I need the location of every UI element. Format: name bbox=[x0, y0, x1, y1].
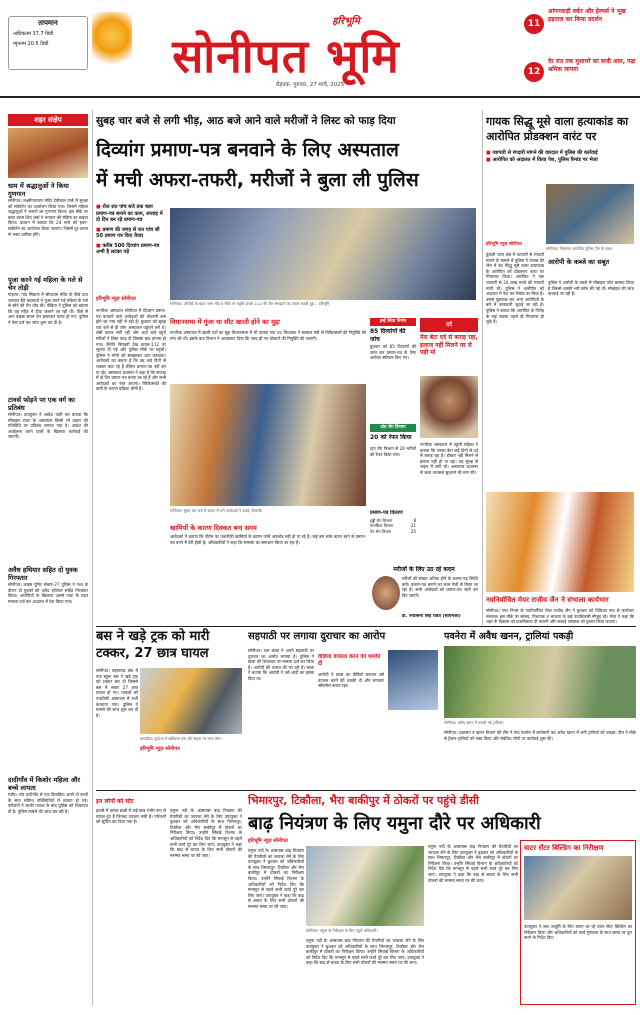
video-body: आरोपी ने छात्रा का वीडियो बनाकर उसे वायरल करने की धमकी दी और लगातार ब्लैकमेल करता रहा। bbox=[318, 672, 384, 689]
mayor-body: सोनीपत। नगर निगम के नवनिर्वाचित मेयर राजीव जैन ने बुधवार को विधिवत रूप से कार्यभार संभाला। इस मौके पर सांसद, विधायक व भाजपा के कई पदाधिकारी मौजूद रहे। मेयर ने कहा कि शहर के विकास को प्राथमिकता दी जाएगी और सफाई व्यवस्था को दुरुस्त किया जाएगा। bbox=[486, 608, 634, 625]
video-headline: वीडियो वायरल करने की धमकी दी bbox=[318, 654, 381, 667]
brief-headline: अवैध हथियार सहित दो युवक गिरफ्तार bbox=[8, 566, 78, 582]
byline: हरिभूमि न्यूज़ सोनीपत bbox=[486, 242, 522, 247]
photo-caption: सोनीपत। गिरफ्तार आरोपित पुलिस टीम के साथ। bbox=[546, 246, 613, 251]
stat-label: इन्हें लिया निर्णय bbox=[370, 318, 416, 326]
subhead-body: नागरिक अस्पताल में खाली पदों का मुद्दा विधानसभा में भी उठाया गया था। विधायक ने स्वास्थ्य मंत्री से चिकित्सकों की नियुक्ति की मांग की थी। इसके बाद विभाग ने आश्वासन दिया कि जल्द ही नए डॉक्टरों की नियुक्ति की जाएगी। bbox=[170, 330, 366, 341]
truck-body: सोनीपत। बहालगढ़ क्षेत्र में एक स्कूल बस ने खड़े ट्रक को टक्कर मार दी जिससे बस में सवार 27 छात्र घायल हो गए। घायलों को नजदीकी अस्पताल में भर्ती करवाया गया। पुलिस ने मामले की जांच शुरू कर दी है। bbox=[96, 668, 138, 718]
student-photo bbox=[388, 650, 438, 710]
brief-photo bbox=[8, 128, 88, 178]
mayor-photo bbox=[486, 492, 634, 592]
brief-headline: पूजा करने गई महिला के गले से चेन तोड़ी bbox=[8, 276, 83, 292]
bullet-item: ■ करीब 500 दिव्यांग प्रमाण-पत्र अभी है लटका पड़े bbox=[96, 243, 166, 256]
brief-headline: धाम में श्रद्धालुओं ने किया गुणगान bbox=[8, 182, 69, 198]
right-bullets bbox=[486, 150, 634, 164]
main-headline: दिव्यांग प्रमाण-पत्र बनवाने के लिए अस्पताल bbox=[96, 139, 399, 161]
stat-label: दांत रोग विभाग bbox=[370, 424, 416, 432]
divider bbox=[0, 96, 640, 98]
divider bbox=[96, 790, 636, 791]
mother-photo bbox=[420, 376, 478, 438]
mining-photo bbox=[444, 646, 636, 718]
right-headline: गायक सिद्धू मूसे वाला हत्याकांड का आरोपित प्रोडक्शन वारंट पर bbox=[486, 115, 629, 143]
byline: हरिभूमि न्यूज़ सोनीपत bbox=[96, 296, 136, 302]
brief-body: सोनीपत। क्राइम यूनिट सेक्टर-27 पुलिस ने गश्त के दौरान दो युवकों को अवैध हथियार सहित गिरफ्तार किया। आरोपियों के खिलाफ आर्म्स एक्ट के तहत मामला दर्ज कर अदालत में पेश किया गया। bbox=[8, 582, 88, 604]
row4-body: यमुना नदी के आसपास बाढ़ नियंत्रण की तैयारियों का जायजा लेने के लिए उपायुक्त ने बुधवार को अधिकारियों के साथ भिमारपुर, टिकौला और भैरा बाकीपुर में ठोकरों का निरीक्षण किया। उन्होंने सिंचाई विभाग के अधिकारियों को निर्देश दिए कि मानसून से पहले सभी कार्य पूरे कर लिए जाएं। उपायुक्त ने कहा कि बाढ़ से बचाव के लिए सभी ठोकरों की मरम्मत समय पर की जाए। bbox=[170, 808, 242, 858]
stat-value: 20 को रेफर किया bbox=[370, 434, 412, 441]
subhead-body: आवेदकों ने बताया कि पोर्टल पर तकनीकी खामियों के कारण फॉर्म अपलोड नहीं हो पा रहे हैं। कई बार सर्वर डाउन रहने से प्रमाण-पत्र बनने में देरी होती है। अधिकारियों ने कहा कि समस्या का समाधान किया जा रहा है। bbox=[170, 534, 366, 545]
water-center-body: उपायुक्त ने जल आपूर्ति के लिए बनाए जा रहे वाटर सेंटर बिल्डिंग का निरीक्षण किया और अधिकारियों को कार्य गुणवत्ता के साथ समय पर पूरा करने के निर्देश दिए। bbox=[524, 924, 632, 941]
photo-caption: सोनीपत। सुबह चार बजे से लाइन में लगे आवेदकों ने उठाई परेशानी। bbox=[170, 508, 263, 513]
subhead: खामियों के कारण दिक्कत बना समय bbox=[170, 524, 257, 532]
teaser-text[interactable]: आंगनवाड़ी वर्कर और हेल्पर्स ने भूख हड़ताल कर किया प्रदर्शन bbox=[548, 8, 626, 23]
water-center-photo bbox=[524, 856, 632, 920]
pain-label: दर्द bbox=[420, 318, 478, 332]
page-title: सोनीपत भूमि bbox=[172, 28, 400, 83]
pawan-headline: पवनेरा में अवैध खनन, ट्रालियां पकड़ी bbox=[444, 631, 574, 642]
main-bullets bbox=[96, 204, 166, 256]
queue-photo bbox=[170, 384, 366, 506]
photo-caption: सोनीपत। अवैध खनन में पकड़ी गई ट्रालियां। bbox=[444, 720, 504, 725]
brief-headline: टावर्स फोड़ने पर एक वर्ग का प्रतिबंध bbox=[8, 396, 75, 412]
teaser-text[interactable]: देर रात तक मुशायरे का सजी आम, पढ़ा श्रमिक लापता bbox=[548, 58, 636, 73]
mayor-headline: नवनिर्वाचित मेयर राजीव जैन ने संभाला कार्यभार bbox=[486, 596, 609, 604]
avatar bbox=[372, 576, 400, 610]
table-title: प्रमाण-पत्र वितरण bbox=[370, 510, 403, 516]
pain-body: नागरिक अस्पताल में पहुंची महिला ने बताया कि उनका बेटा कई दिनों से दर्द से कराह रहा है। डॉक्टर नहीं मिलने से इलाज नहीं हो पा रहा। वह सुबह से लाइन में लगी थी। अस्पताल प्रशासन से जल्द व्यवस्था सुधारने की मांग की। bbox=[420, 442, 478, 475]
row4-body: यमुना नदी के आसपास बाढ़ नियंत्रण की तैयारियों का जायजा लेने के लिए उपायुक्त ने बुधवार को अधिकारियों के साथ भिमारपुर, टिकौला और भैरा बाकीपुर में ठोकरों का निरीक्षण किया। उन्होंने सिंचाई विभाग के अधिकारियों को निर्देश दिए कि मानसून से पहले सभी कार्य पूरे कर लिए जाएं। उपायुक्त ने कहा कि बाढ़ से बचाव के लिए सभी ठोकरों की मरम्मत समय पर की जाए। bbox=[248, 848, 304, 909]
row4-body: यमुना नदी के आसपास बाढ़ नियंत्रण की तैयारियों का जायजा लेने के लिए उपायुक्त ने बुधवार को अधिकारियों के साथ भिमारपुर, टिकौला और भैरा बाकीपुर में ठोकरों का निरीक्षण किया। उन्होंने सिंचाई विभाग के अधिकारियों को निर्देश दिए कि मानसून से पहले सभी कार्य पूरे कर लिए जाएं। उपायुक्त ने कहा कि बाढ़ से बचाव के लिए सभी ठोकरों की मरम्मत समय पर की जाए। bbox=[428, 844, 518, 883]
main-kicker: सुबह चार बजे से लगी भीड़, आठ बजे आने वाले मरीजों ने लिस्ट को फाड़ दिया bbox=[96, 115, 396, 127]
quote-body: मरीजों की संख्या अधिक होने के कारण यह स्थिति बनी। प्रमाण-पत्र बनाने का काम तेजी से किया जा रहा है। सभी आवेदकों को प्रमाण-पत्र जारी कर दिए जाएंगे। bbox=[402, 576, 478, 598]
vote-headline: इन लोगों को चोट bbox=[96, 798, 134, 805]
weather-min: न्यूनतम 20.5 डिग्री bbox=[13, 41, 49, 48]
pawan-body: सोनीपत। प्रशासन व खनन विभाग की टीम ने गांव पवनेरा में छापेमारी कर अवैध खनन में लगी ट्रालियों को पकड़ा। टीम ने मौके से ट्रैक्टर-ट्रालियों को जब्त किया और संबंधित लोगों पर कार्रवाई शुरू की। bbox=[444, 730, 636, 741]
brief-body: गन्नौर। गांव दादीगाँव से एक विवाहिता अपने दो बच्चों के साथ संदिग्ध परिस्थितियों में लापता हो गई। परिजनों ने काफी तलाश के बाद पुलिस को शिकायत दी है। पुलिस मामले की जांच कर रही है। bbox=[8, 792, 88, 814]
quote-headline: मरीजों के लिए उठ रहे कदम bbox=[393, 566, 455, 573]
byline: हरिभूमि न्यूज़ सोनीपत bbox=[140, 746, 180, 752]
row4-body: यमुना नदी के आसपास बाढ़ नियंत्रण की तैयारियों का जायजा लेने के लिए उपायुक्त ने बुधवार को अधिकारियों के साथ भिमारपुर, टिकौला और भैरा बाकीपुर में ठोकरों का निरीक्षण किया। उन्होंने सिंचाई विभाग के अधिकारियों को निर्देश दिए कि मानसून से पहले सभी कार्य पूरे कर लिए जाएं। उपायुक्त ने कहा कि बाढ़ से बचाव के लिए सभी ठोकरों की मरम्मत समय पर की जाए। bbox=[306, 938, 424, 966]
photo-caption: खरखौदा। दुर्घटना में क्षतिग्रस्त बस और सड़क पर जमा लोग। bbox=[140, 736, 222, 741]
weather-box bbox=[8, 16, 88, 70]
stat-body: दांत रोग विभाग से 20 मरीजों को रेफर किया गया। bbox=[370, 446, 416, 457]
water-center-headline: वाटर सेंटर बिल्डिंग का निरीक्षण bbox=[524, 844, 604, 852]
main-headline: में मची अफरा-तफरी, मरीजों ने बुला ली पुलिस bbox=[96, 169, 419, 191]
table-row: मानसिक विभाग 21 bbox=[370, 523, 416, 529]
accused-photo bbox=[546, 184, 634, 244]
weather-label: तापमान bbox=[38, 19, 58, 27]
stat-value: 85 दिव्यांगों की जांच bbox=[370, 328, 406, 343]
vote-body: हादसे में घायल छात्रों में कई छात्र गंभीर रूप से घायल हुए हैं जिनका उपचार जारी है। परिजनों को सूचित कर दिया गया है। bbox=[96, 808, 166, 825]
brief-body: सोनीपत। उपायुक्त ने आदेश जारी कर बताया कि मोबाइल टावर के आसपास किसी भी प्रकार की गतिविधि पर प्रतिबंध लगाया गया है। आदेश की अवहेलना करने वालों के खिलाफ कार्रवाई की जाएगी। bbox=[8, 412, 88, 440]
brief-headline: दादीगाँव में किशोर महिला और बच्चे लापता bbox=[8, 776, 81, 792]
right-body: कुंडली थाना क्षेत्र में व्यापारी से रंगदारी मांगने के मामले में पुलिस ने पंजाब की जेल में बंद सिद्धू मूसे वाला हत्याकांड के आरोपित को प्रोडक्शन वारंट पर गिरफ्तार किया। आरोपित ने एक व्यापारी से 20 लाख रुपये की रंगदारी मांगी थी। पुलिस ने आरोपित को अदालत में पेश कर रिमांड पर लिया है। उससे पूछताछ कर अन्य आरोपितों के बारे में जानकारी जुटाई जा रही है। पुलिस ने बताया कि आरोपित के गिरोह के कई सदस्य पहले ही गिरफ्तार हो चुके हैं। bbox=[486, 252, 544, 325]
row4-kicker: भिमारपुर, टिकौला, भैरा बाकीपुर में ठोकरों पर पहुंचे डीसी bbox=[248, 794, 479, 807]
teaser-number: 12 bbox=[524, 62, 544, 82]
byline: हरिभूमि न्यूज़ सोनीपत bbox=[248, 838, 288, 844]
stat-body: बुधवार को 85 दिव्यांगों की जांच कर प्रमाण-पत्र के लिए आवेदन स्वीकार किए गए। bbox=[370, 344, 416, 361]
brand-logo: हरिभूमि bbox=[332, 16, 360, 27]
brief-body: गोहाना। गांव सिवाना में सीताराम मंदिर के पीछे घात लगाकर बैठे बदमाशों ने पूजा करने गई महिला के गले से सोने की चेन तोड़ ली। पीड़िता ने पुलिस को बताया कि वह मंदिर में दीया जलाने जा रही थी। पीछे से आए बाइक सवार चेन झपटकर फरार हो गए। पुलिस ने केस दर्ज कर जांच शुरू कर दी है। bbox=[8, 292, 88, 325]
masthead bbox=[136, 15, 436, 83]
truck-headline: बस ने खड़े ट्रक को मारी टक्कर, 27 छात्र घायल bbox=[96, 629, 210, 661]
briefs-column bbox=[8, 182, 88, 1002]
section-label: शहर संक्षेप bbox=[8, 114, 88, 126]
stat-table bbox=[370, 518, 416, 534]
sahpathi-headline: सहपाठी पर लगाया दुराचार का आरोप bbox=[248, 631, 386, 642]
side-headline: आरोपी के कब्जे का सबूत bbox=[548, 258, 610, 266]
bus-photo bbox=[140, 668, 242, 734]
sahpathi-body: सोनीपत। एक छात्रा ने अपने सहपाठी पर दुराचार का आरोप लगाया है। पुलिस ने छात्रा की शिकायत पर मामला दर्ज कर लिया है। आरोपी की तलाश की जा रही है। छात्रा ने बताया कि आरोपी ने उसे शादी का झांसा दिया था। bbox=[248, 648, 314, 681]
bullet-item: ■ व्यापारी से रंगदारी मांगने की वारदात में पुलिस की कार्रवाई bbox=[486, 150, 634, 157]
column-divider bbox=[482, 110, 483, 625]
dateline: रोहतक, गुरुवार, 27 मार्च, 2025 bbox=[275, 82, 345, 88]
bullet-item: ■ प्रमाण की जगह से रात पांच सौ 50 प्रमाण पत्र किए तैयार bbox=[96, 227, 166, 240]
photo-caption: सोनीपत। ओपीडी के बाहर जमा भीड़ व मौके पर पहुंची डायल-112 की टीम समझाने का प्रयास करती हुई। - हरिभूमि bbox=[170, 301, 330, 306]
sun-icon bbox=[92, 12, 132, 72]
table-row: नेत्र रोग विभाग 25 bbox=[370, 528, 416, 534]
divider bbox=[96, 626, 636, 627]
weather-max: अधिकतम 37.7 डिग्री bbox=[13, 31, 54, 38]
table-row: हड्डी रोग विभाग 8 bbox=[370, 518, 416, 523]
photo-caption: सोनीपत। यमुना के निरीक्षण के लिए पहुंचे अधिकारी। bbox=[306, 928, 378, 933]
column-divider bbox=[92, 110, 93, 1005]
teaser-number: 11 bbox=[524, 14, 544, 34]
row4-headline: बाढ़ नियंत्रण के लिए यमुना दौरे पर अधिकारी bbox=[248, 813, 541, 834]
subhead: विधानसभा में गूंजा था सीट खाली होने का मुद्दा bbox=[170, 318, 280, 326]
crowd-photo bbox=[170, 208, 476, 300]
bullet-item: ■ आरोपित को अदालत में किया पेश, पुलिस रिमांड पर भेजा bbox=[486, 157, 634, 164]
brief-body: सोनीपत। लक्ष्मीनारायण मंदिर देवीलाल पार्क में सुरक्षा को संकीर्तन का आयोजन किया गया। जिसमें महिला श्रद्धालुओं ने भजनों का गुणगान किया। इस मौके पर बाबा श्याम शिव शर्मा ने भगवान की महिमा का बखान किया। प्रवचन में बताया कि 24 मार्च को हवन-संकीर्तन का आयोजन किया जाएगा। जिसमें दूर-दराज से भक्त शामिल होंगे। bbox=[8, 198, 88, 237]
pain-headline: मेरा बेटा दर्द से कराह रहा, इलाज नहीं मिलने पर रो पड़ी मां bbox=[420, 334, 478, 356]
main-body: नागरिक अस्पताल सोनीपत में दिव्यांग प्रमाण-पत्र बनवाने वाले आवेदकों की परेशानी कम होने का नाम नहीं ले रही है। बुधवार को सुबह चार बजे से ही लोग अस्पताल पहुंचने लगे थे। लंबी कतार लगी रही और आठ बजे पहुंचे मरीजों ने लिस्ट फाड़ दी जिसके बाद हंगामा हो गया। स्थिति बिगड़ती देख डायल-112 पर सूचना दी गई और पुलिस मौके पर पहुंची। पुलिस ने लोगों को समझाकर शांत करवाया। आवेदकों का कहना है कि वह कई दिनों से चक्कर काट रहे हैं लेकिन प्रमाण-पत्र नहीं बन पा रहे। अस्पताल प्रशासन ने कहा है कि सप्ताह में दो दिन प्रमाण-पत्र बनाए जा रहे हैं और सभी आवेदकों का नंबर आएगा। चिकित्सकों की कमी के कारण प्रक्रिया धीमी है। bbox=[96, 308, 166, 392]
side-body: पुलिस ने आरोपी के कब्जे से मोबाइल फोन बरामद किया है जिससे धमकी भरी कॉल की गई थी। मोबाइल की जांच करवाई जा रही है। bbox=[548, 280, 634, 297]
yamuna-photo bbox=[306, 846, 424, 926]
quote-author: डॉ. ज्योत्सना सिंह रावत (सीएमओ) bbox=[402, 614, 461, 619]
bullet-item: ■ रोज रात पांच बजे तक चला प्रमाण-पत्र बनाने का काम, सप्ताह में दो दिन बन रहे प्रमाण-पत्र bbox=[96, 204, 166, 224]
